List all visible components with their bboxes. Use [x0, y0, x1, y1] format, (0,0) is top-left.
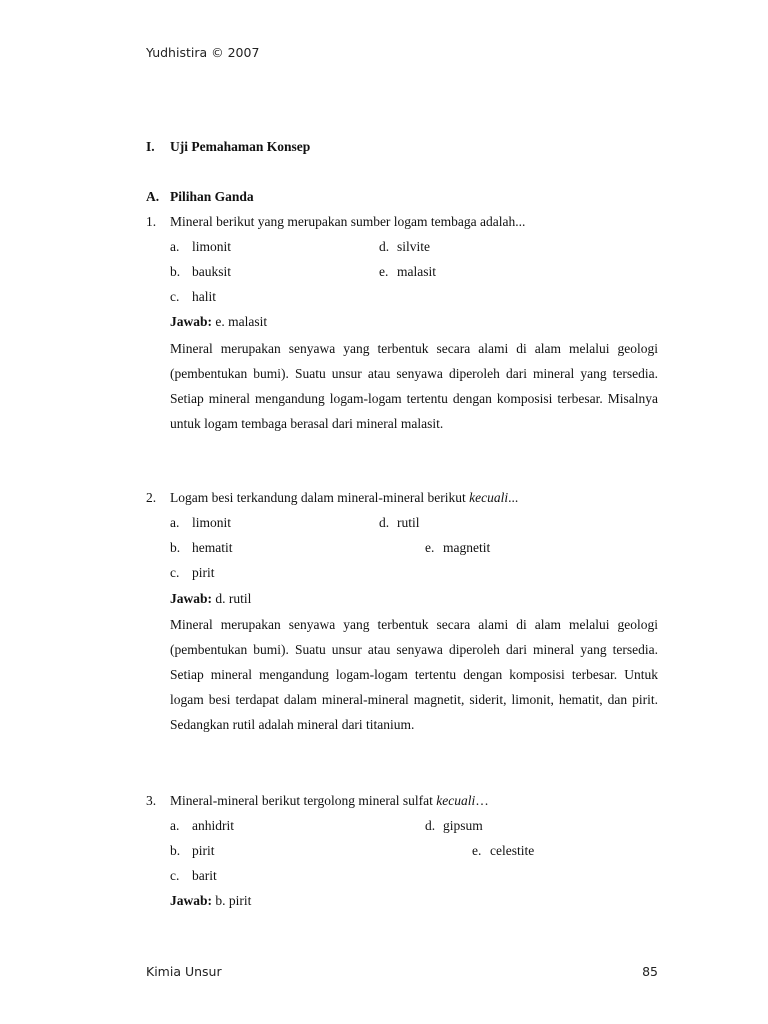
option-d	[425, 817, 483, 835]
subsection-title: Pilihan Ganda	[170, 189, 254, 204]
option-text: pirit	[192, 565, 215, 580]
question-ellipsis: ...	[515, 214, 526, 229]
question-number: 1.	[146, 214, 157, 229]
answer-line	[170, 313, 267, 331]
option-letter: d.	[425, 818, 436, 833]
option-text: limonit	[192, 515, 232, 530]
question-stem: Mineral-mineral berikut tergolong mineral sulfat	[170, 793, 437, 808]
option-letter: e.	[472, 843, 482, 858]
section-number: I.	[146, 139, 155, 154]
explanation-paragraph: Mineral merupakan senyawa yang terbentuk secara alami di alam melalui geologi (pembentukan bumi). Suatu unsur atau senyawa diperoleh dari mineral yang tersedia. Setiap mineral mengandung logam-logam tertentu dengan komposisi terbesar. Misalnya untuk logam tembaga berasal dari mineral malasit.	[170, 341, 658, 431]
question-emphasis: kecuali	[469, 490, 509, 505]
question-stem: Logam besi terkandung dalam mineral-mineral berikut	[170, 490, 470, 505]
footer-title: Kimia Unsur	[146, 964, 222, 979]
option-text: gipsum	[443, 818, 483, 833]
page-number: 85	[642, 964, 658, 979]
option-text: limonit	[192, 239, 232, 254]
option-text: malasit	[397, 264, 436, 279]
option-d	[379, 514, 420, 532]
option-letter: c.	[170, 868, 180, 883]
question-number: 3.	[146, 793, 157, 808]
option-letter: d.	[379, 515, 390, 530]
question-text	[170, 489, 518, 507]
option-letter: c.	[170, 289, 180, 304]
option-b	[170, 842, 215, 860]
answer-label: Jawab:	[170, 893, 213, 908]
option-e	[379, 263, 436, 281]
option-text: silvite	[397, 239, 430, 254]
option-a	[170, 514, 231, 532]
option-text: pirit	[192, 843, 215, 858]
option-c	[170, 867, 217, 885]
answer-label: Jawab:	[170, 314, 213, 329]
subsection-number: A.	[146, 189, 160, 204]
question-text	[170, 792, 489, 810]
subsection-heading	[146, 188, 254, 206]
section-heading	[146, 138, 310, 156]
option-letter: b.	[170, 264, 181, 279]
answer-value: b. pirit	[215, 893, 252, 908]
option-letter: a.	[170, 239, 180, 254]
option-c	[170, 288, 216, 306]
option-text: bauksit	[192, 264, 231, 279]
question-text	[170, 213, 525, 231]
option-text: rutil	[397, 515, 420, 530]
option-text: barit	[192, 868, 217, 883]
option-text: anhidrit	[192, 818, 234, 833]
answer-line	[170, 590, 251, 608]
explanation-paragraph: Mineral merupakan senyawa yang terbentuk secara alami di alam melalui geologi (pembentukan bumi). Suatu unsur atau senyawa diperoleh dari mineral yang tersedia. Setiap mineral mengandung logam-logam tertentu dengan komposisi terbesar. Untuk logam besi terdapat dalam mineral-mineral magnetit, siderit, limonit, hematit, dan pirit. Sedangkan rutil adalah mineral dari titanium.	[170, 617, 658, 732]
section-title: Uji Pemahaman Konsep	[170, 139, 311, 154]
option-text: magnetit	[443, 540, 491, 555]
question-emphasis: kecuali	[436, 793, 476, 808]
option-a	[170, 238, 231, 256]
option-letter: b.	[170, 540, 181, 555]
option-b	[170, 263, 231, 281]
answer-value: e. malasit	[215, 314, 268, 329]
option-text: celestite	[490, 843, 535, 858]
question-number: 2.	[146, 490, 157, 505]
option-a	[170, 817, 234, 835]
option-letter: d.	[379, 239, 390, 254]
option-letter: e.	[379, 264, 389, 279]
question-ellipsis: ...	[508, 490, 519, 505]
option-d	[379, 238, 430, 256]
option-text: hematit	[192, 540, 233, 555]
question-ellipsis: …	[475, 793, 489, 808]
option-text: halit	[192, 289, 216, 304]
option-letter: e.	[425, 540, 435, 555]
option-e	[425, 539, 490, 557]
option-letter: c.	[170, 565, 180, 580]
answer-value: d. rutil	[215, 591, 252, 606]
option-c	[170, 564, 215, 582]
question-stem: Mineral berikut yang merupakan sumber logam tembaga adalah	[170, 214, 516, 229]
answer-line	[170, 892, 251, 910]
option-letter: a.	[170, 818, 180, 833]
answer-label: Jawab:	[170, 591, 213, 606]
page-header: Yudhistira © 2007	[146, 45, 260, 60]
option-b	[170, 539, 233, 557]
option-letter: b.	[170, 843, 181, 858]
option-letter: a.	[170, 515, 180, 530]
option-e	[472, 842, 534, 860]
